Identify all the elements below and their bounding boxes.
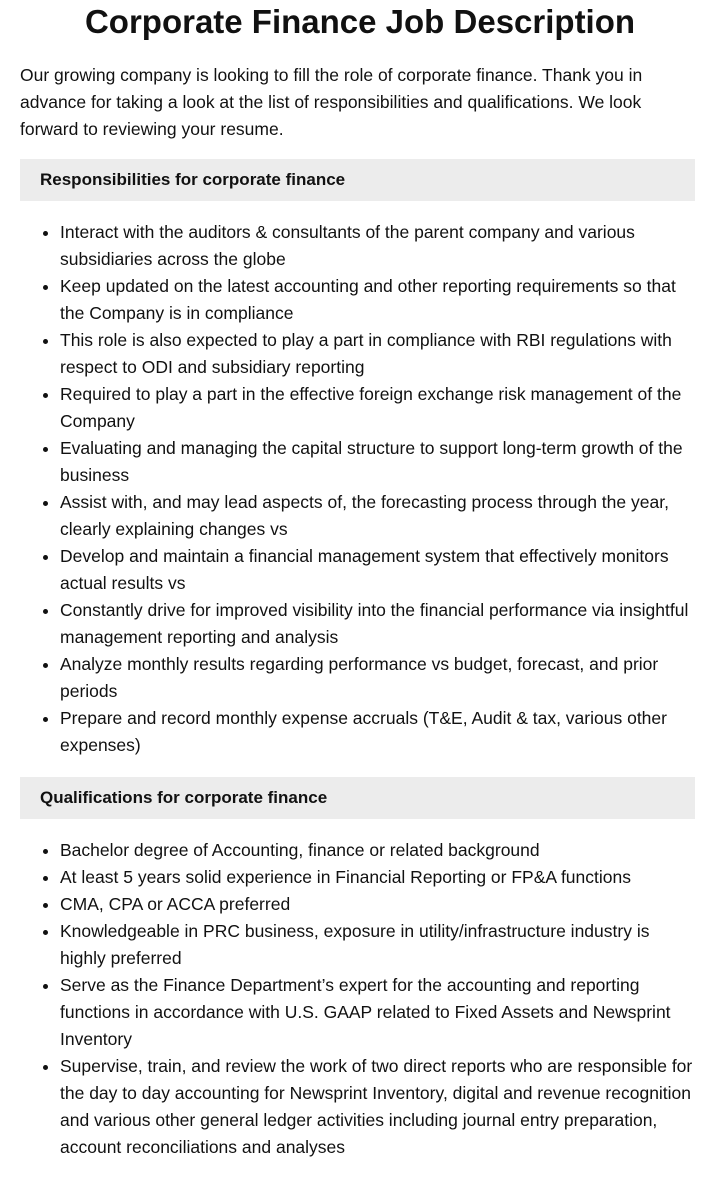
list-item: • Develop and maintain a financial management system that effectively monitors actual results vs bbox=[60, 543, 700, 597]
list-item: • This role is also expected to play a part in compliance with RBI regulations with respect to ODI and subsidiary reporting bbox=[60, 327, 700, 381]
list-item: • Keep updated on the latest accounting and other reporting requirements so that the Company is in compliance bbox=[60, 273, 700, 327]
qualifications-list bbox=[20, 837, 700, 1161]
responsibilities-heading: Responsibilities for corporate finance bbox=[20, 159, 695, 201]
list-item: • Evaluating and managing the capital structure to support long-term growth of the business bbox=[60, 435, 700, 489]
list-item: • Bachelor degree of Accounting, finance or related background bbox=[60, 837, 700, 864]
list-item: • CMA, CPA or ACCA preferred bbox=[60, 891, 700, 918]
qualifications-heading: Qualifications for corporate finance bbox=[20, 777, 695, 819]
list-item: • Serve as the Finance Department’s expert for the accounting and reporting functions in accordance with U.S. GAAP related to Fixed Assets and Newsprint Inventory bbox=[60, 972, 700, 1053]
list-item: • Required to play a part in the effective foreign exchange risk management of the Company bbox=[60, 381, 700, 435]
list-item: • Assist with, and may lead aspects of, the forecasting process through the year, clearly explaining changes vs bbox=[60, 489, 700, 543]
list-item: • Supervise, train, and review the work of two direct reports who are responsible for the day to day accounting for Newsprint Inventory, digital and revenue recognition and various other general ledger activities including journal entry preparation, account reconciliations and analyses bbox=[60, 1053, 700, 1161]
list-item: • At least 5 years solid experience in Financial Reporting or FP&A functions bbox=[60, 864, 700, 891]
list-item: • Constantly drive for improved visibility into the financial performance via insightful management reporting and analysis bbox=[60, 597, 700, 651]
intro-paragraph: Our growing company is looking to fill the role of corporate finance. Thank you in advance for taking a look at the list of responsibilities and qualifications. We look forward to reviewing your resume. bbox=[20, 65, 643, 139]
list-item: • Analyze monthly results regarding performance vs budget, forecast, and prior periods bbox=[60, 651, 700, 705]
list-item: • Prepare and record monthly expense accruals (T&E, Audit & tax, various other expenses) bbox=[60, 705, 700, 759]
responsibilities-list bbox=[20, 219, 700, 759]
list-item: • Interact with the auditors & consultants of the parent company and various subsidiaries across the globe bbox=[60, 219, 700, 273]
page-title: Corporate Finance Job Description bbox=[84, 3, 636, 40]
list-item: • Knowledgeable in PRC business, exposure in utility/infrastructure industry is highly preferred bbox=[60, 918, 700, 972]
